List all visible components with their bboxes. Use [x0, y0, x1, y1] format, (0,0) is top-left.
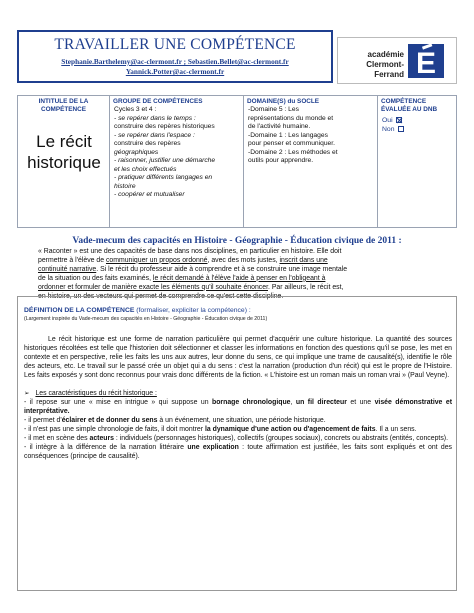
domaine-line: -Domaine 5 : Les	[248, 106, 299, 113]
vade-mecum-title: Vade-mecum des capacités en Histoire - Géographie - Éducation civique de 2011 :	[72, 236, 402, 246]
vade-text-run: de la situation ou des faits examinés,	[38, 274, 153, 282]
definition-paragraph: Le récit historique est une forme de narration particulière qui permet d'acquérir une culture historique. La quantité des sources historiques récoltées est telle que l'historien doit sélectionner et classer les informations en fonction des questions qu'il se pose, les met en contexte et en perspective, relie les faits les uns aux autres, leur donne du sens, ce qui implique une trame de causalité(s), identifie le rôle des acteurs, etc. Le travail sur le passé crée un objet qui a du sens : c'est la narration (production d'un récit) qui est le propre de l'Histoire. Les faits exposés y sont donc reconnus pour vrais donc différents de la fiction. « L'histoire est un roman mais un roman vrai » (Paul Veyne).	[24, 336, 452, 379]
groupe-list	[110, 106, 243, 200]
logo-line1: académie	[367, 50, 404, 59]
vade-underlined: ordonner et formuler de manière exacte les éléments qu'il souhaite énoncer	[38, 283, 268, 291]
author-emails-line1[interactable]: Stephanie.Barthelemy@ac-clermont.fr ; Sebastien.Bellet@ac-clermont.fr	[61, 57, 289, 66]
domaine-line: représentations du monde et	[248, 114, 334, 122]
characteristic-text: : toute affirmation est justifiée, les faits sont expliqués et ont des conséquences (principe de causalité).	[24, 444, 452, 460]
groupe-line: et les choix effectués	[114, 165, 177, 173]
characteristic-text: et une	[346, 399, 375, 406]
dnb-oui-checkbox[interactable]	[396, 117, 402, 123]
competence-title-line1: Le récit	[36, 132, 92, 151]
col-domaines-header: DOMAINE(S) du SOCLE	[247, 98, 320, 105]
characteristic-bold: acteurs	[89, 435, 115, 442]
dnb-oui-label: Oui	[382, 117, 393, 124]
svg-text:E: E	[415, 47, 437, 78]
dnb-non-label: Non	[382, 126, 395, 133]
groupe-line: - coopérer et mutualiser	[114, 191, 185, 198]
characteristic-bold: la dynamique d'une action ou d'agencement de faits	[204, 426, 376, 433]
groupe-line: - pratiquer différents langages en	[114, 174, 213, 181]
vade-mecum-text	[17, 248, 457, 301]
characteristic-text: - il met en scène des	[24, 435, 90, 442]
col-intitule-header	[18, 96, 109, 114]
logo-line2: Clermont-Ferrand	[366, 60, 404, 79]
characteristic-bold: bornage chronologique	[212, 399, 291, 406]
competence-title	[18, 131, 110, 173]
definition-heading-bold: DÉFINITION DE LA COMPÉTENCE	[24, 307, 135, 314]
characteristic-text: : individuels (personnages historiques), collectifs (groupes sociaux), concrets ou abstraits (entités, concepts).	[114, 435, 448, 442]
col-dnb-header-line2: ÉVALUÉE AU DNB	[381, 106, 438, 113]
vade-underlined: communiquer un propos ordonné	[105, 256, 208, 264]
characteristic-text: ,	[290, 399, 296, 406]
characteristic-text: - il intègre à la différence de la narration littéraire	[24, 444, 188, 451]
characteristics-heading-text: Les caractéristiques du récit historique :	[35, 390, 157, 397]
domaine-line: -Domaine 1 : Les langages	[248, 131, 328, 139]
domaines-list	[244, 106, 377, 166]
vade-mecum-section	[17, 236, 457, 301]
groupe-line: construire des repères	[114, 140, 181, 147]
competence-title-line2: historique	[27, 153, 101, 172]
characteristic-text: - il permet d'	[24, 417, 62, 424]
vade-text-run: permettre à l'élève de	[38, 256, 106, 264]
characteristic-item	[24, 425, 452, 434]
vade-line	[38, 284, 436, 293]
vade-text-run: . Par ailleurs, le récit est,	[268, 283, 344, 291]
definition-box	[17, 296, 457, 591]
groupe-line: géographiques	[114, 148, 159, 156]
definition-source-note: (Largement inspirée du Vade-mecum des capacités en Histoire - Géographie - Éducation civique de 2011)	[24, 316, 268, 322]
characteristic-item	[24, 398, 452, 416]
characteristic-text: - il repose sur une « mise en intrigue » qui suppose un	[24, 399, 213, 406]
page-title: TRAVAILLER UNE COMPÉTENCE	[54, 36, 296, 53]
vade-text-run: , avec des mots justes,	[207, 256, 280, 264]
col-domaines	[244, 96, 378, 227]
dnb-oui-option[interactable]	[382, 116, 453, 125]
definition-heading	[24, 307, 251, 314]
col-intitule-header-line2: COMPÉTENCE	[40, 106, 87, 113]
groupe-line: - se repérer dans l'espace :	[114, 131, 195, 139]
vade-underlined: continuité narrative	[38, 265, 97, 273]
characteristics-heading	[24, 389, 452, 398]
col-groupe-header: GROUPE DE COMPÉTENCES	[113, 98, 203, 105]
vade-line	[38, 266, 436, 275]
col-dnb-header-line1: COMPÉTENCE	[381, 98, 427, 105]
characteristic-item	[24, 443, 452, 461]
groupe-line: Cycles 3 et 4 :	[114, 106, 157, 113]
vade-underlined: inscrit dans une	[279, 256, 328, 264]
col-intitule-header-line1: INTITULE DE LA	[38, 98, 89, 105]
col-groupe	[110, 96, 244, 227]
arrow-bullet-icon: ➢	[24, 389, 30, 397]
col-dnb-header	[378, 96, 457, 114]
col-dnb	[378, 96, 457, 227]
characteristic-bold: visée démonstrative et interprétative.	[24, 399, 452, 415]
competence-table	[17, 95, 457, 228]
domaine-line: pour penser et communiquer.	[248, 140, 335, 147]
header	[17, 30, 457, 83]
characteristic-text: à un événement, une situation, une période historique.	[157, 417, 326, 424]
characteristic-bold: une explication	[187, 444, 239, 451]
dnb-non-option[interactable]	[382, 125, 453, 134]
definition-body	[24, 335, 452, 461]
domaine-line: outils pour apprendre.	[248, 157, 314, 164]
domaine-line: -Domaine 2 : Les méthodes et	[248, 148, 338, 156]
characteristic-text: . Il a un sens.	[375, 426, 417, 433]
groupe-line: construire des repères historiques	[114, 123, 215, 130]
groupe-line: histoire	[114, 182, 136, 190]
vade-text-run: . Si le récit du professeur aide à comprendre et à se construire une image mentale	[96, 265, 348, 273]
characteristic-bold: éclairer et de donner du sens	[61, 417, 158, 424]
characteristic-bold: un fil directeur	[295, 399, 347, 406]
domaine-line: de l'activité humaine.	[248, 123, 311, 130]
characteristic-item	[24, 416, 452, 425]
logo-text	[346, 50, 404, 80]
vade-line	[38, 257, 436, 266]
vade-line: « Raconter » est une des capacités de base dans nos disciplines, en particulier en histoire. Elle doit	[38, 248, 342, 255]
characteristic-item	[24, 434, 452, 443]
academie-logo	[337, 37, 457, 84]
vade-line	[38, 275, 436, 284]
definition-heading-rest: (formaliser, expliciter la compétence) :	[134, 307, 251, 314]
vade-underlined: le récit demandé à l'élève l'aide à penser en l'obligeant à	[152, 274, 326, 282]
groupe-line: - raisonner, justifier une démarche	[114, 157, 216, 164]
groupe-line: - se repérer dans le temps :	[114, 114, 196, 122]
title-box	[17, 30, 333, 83]
characteristic-text: - il n'est pas une simple chronologie de faits, il doit montrer	[24, 426, 205, 433]
author-emails-line2[interactable]: Yannick.Potter@ac-clermont.fr	[125, 67, 225, 76]
vade-line: en histoire, un des vecteurs qui permet de comprendre ce qu'est cette discipline.	[38, 292, 284, 300]
dnb-options	[378, 114, 457, 136]
dnb-non-checkbox[interactable]	[398, 126, 404, 132]
col-intitule	[18, 96, 110, 227]
academie-e-icon	[408, 44, 444, 78]
